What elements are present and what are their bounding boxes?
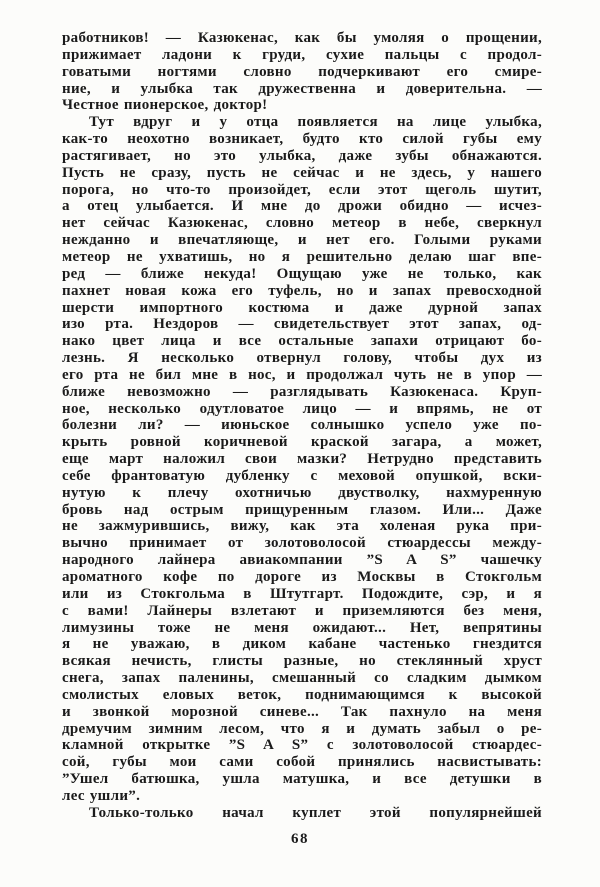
text-line: работников! — Казюкенас, как бы умоляя о прощении, bbox=[62, 30, 542, 46]
text-line: нежданно и впечатляюще, и нет его. Голыми руками bbox=[62, 232, 542, 249]
text-line: кламной открытке ”S A S” с золотоволосой стюардес- bbox=[62, 737, 542, 754]
text-line: Тут вдруг и у отца появляется на лице улыбка, bbox=[89, 114, 542, 131]
text-line: и звонкой морозной синеве... Так пахнуло на меня bbox=[62, 703, 542, 720]
text-line: говатыми ногтями словно подчеркивают его смире- bbox=[62, 63, 542, 80]
text-block bbox=[62, 30, 542, 822]
text-line: смолистых еловых веток, поднимающимся к высокой bbox=[62, 686, 542, 703]
text-line: Пусть не сразу, пусть не сейчас и не здесь, у нашего bbox=[62, 164, 542, 181]
text-line: метеор не ухватишь, но я решительно делаю шаг впе- bbox=[62, 248, 542, 265]
text-line: прижимает ладони к груди, сухие пальцы с продол- bbox=[62, 46, 542, 63]
text-line: а отец улыбается. И мне до дрожи обидно — исчез- bbox=[62, 198, 542, 215]
text-line: растягивает, но это улыбка, даже зубы обнажаются. bbox=[62, 147, 542, 164]
text-line: с вами! Лайнеры взлетают и приземляются без меня, bbox=[62, 602, 542, 619]
text-line: крыть ровной коричневой краской загара, а может, bbox=[62, 434, 542, 451]
text-line: снега, запах паленины, смешанный со сладким дымком bbox=[62, 670, 542, 687]
text-line: дремучим зимним лесом, что я и думать забыл о ре- bbox=[62, 720, 542, 737]
text-line: или из Стокгольма в Штутгарт. Подождите, сэр, и я bbox=[62, 585, 542, 602]
text-line: ближе невозможно — разглядывать Казюкенаса. Круп- bbox=[62, 383, 542, 400]
text-line: Честное пионерское, доктор! bbox=[62, 97, 268, 114]
text-line: вычно принимает от золотоволосой стюардессы между- bbox=[62, 535, 542, 552]
text-line: бровь над острым прищуренным глазом. Или... Даже bbox=[62, 501, 542, 518]
text-line: нутую к плечу охотничью двустволку, нахмуренную bbox=[62, 484, 542, 501]
text-line: народного лайнера авиакомпании ”S A S” чашечку bbox=[62, 552, 542, 569]
text-line: лимузины тоже не меня ожидают... Нет, вепрятины bbox=[62, 619, 542, 636]
text-line: еще март наложил свои мазки? Нетрудно представить bbox=[62, 451, 542, 468]
text-line: его рта не бил мне в нос, и продолжал чуть не в упор — bbox=[62, 366, 542, 383]
text-line: Только-только начал куплет этой популярнейшей bbox=[89, 804, 542, 821]
text-line: нет сейчас Казюкенас, словно метеор в небе, сверкнул bbox=[62, 215, 542, 232]
page-number: 68 bbox=[291, 831, 309, 847]
text-line: изо рта. Нездоров — свидетельствует этот запах, од- bbox=[62, 316, 542, 333]
text-line: лезнь. Я несколько отвернул голову, чтобы дух из bbox=[62, 350, 542, 367]
text-line: шерсти импортного костюма и даже дурной запах bbox=[62, 299, 542, 316]
text-line: порога, но что-то произойдет, если этот щеголь шутит, bbox=[62, 181, 542, 198]
text-line: ред — ближе некуда! Ощущаю уже не только, как bbox=[62, 265, 542, 282]
text-line: ное, несколько одутловатое лицо — и впрямь, не от bbox=[62, 400, 542, 417]
text-line: как-то неохотно возникает, будто кто силой губы ему bbox=[62, 131, 542, 148]
text-line: болезни ли? — июньское солнышко успело уже по- bbox=[62, 417, 542, 434]
text-line: я не уважаю, в диком кабане частенько гнездится bbox=[62, 636, 542, 653]
text-line: ние, и улыбка так дружественна и доверительна. — bbox=[62, 80, 542, 97]
text-line: ароматного кофе по дороге из Москвы в Стокгольм bbox=[62, 569, 542, 585]
text-line: не зажмурившись, вижу, как эта холеная рука при- bbox=[62, 518, 542, 535]
text-line: себе франтоватую дубленку с меховой опушкой, вски- bbox=[62, 467, 542, 484]
text-line: нако цвет лица и все остальные запахи отрицают бо- bbox=[62, 333, 542, 350]
text-line: ”Ушел батюшка, ушла матушка, и все детушки в bbox=[62, 771, 542, 788]
text-line: всякая нечисть, глисты разные, но стеклянный хруст bbox=[62, 653, 542, 670]
text-line: лес ушли”. bbox=[62, 787, 141, 804]
text-line: пахнет новая кожа его туфель, но и запах превосходной bbox=[62, 282, 542, 299]
text-line: сой, губы мои сами собой принялись насвистывать: bbox=[62, 754, 542, 771]
